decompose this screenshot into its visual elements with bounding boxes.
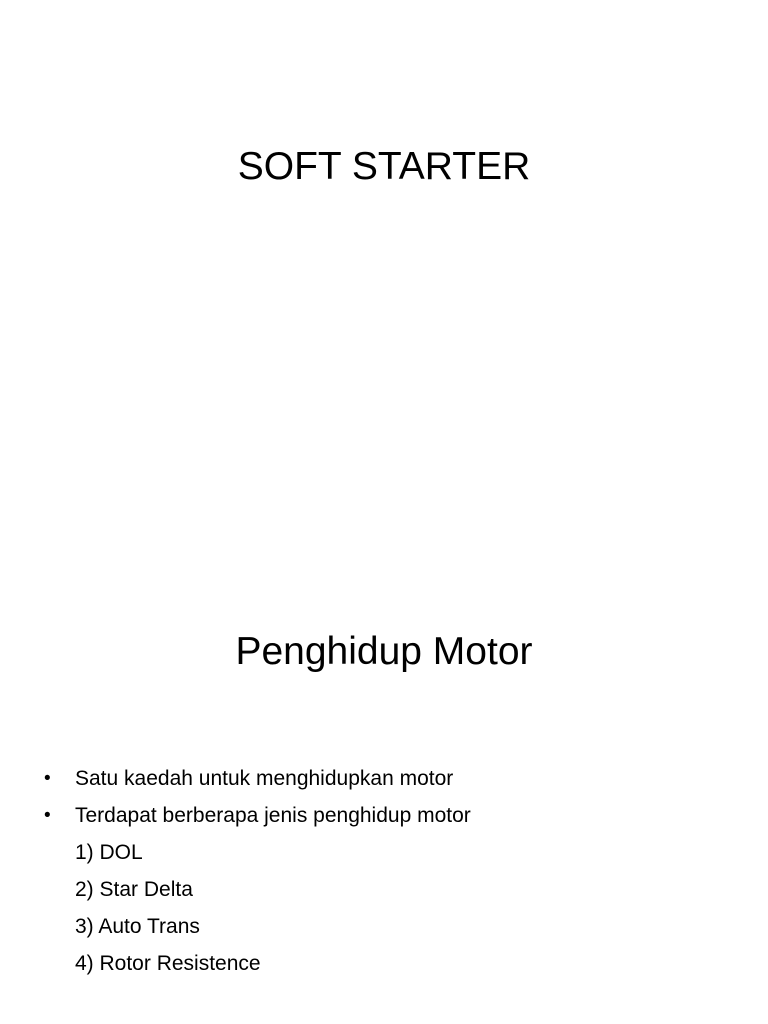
list-item: [44, 834, 744, 871]
list-item-text: 3) Auto Trans: [75, 915, 200, 938]
slide-2-title: Penghidup Motor: [235, 630, 533, 673]
slide-2: [0, 560, 768, 1024]
list-item-text: 4) Rotor Resistence: [75, 952, 261, 975]
slide-1: [0, 0, 768, 500]
bullet-item-text: Terdapat berberapa jenis penghidup motor: [75, 804, 471, 827]
bullet-item-text: Satu kaedah untuk menghidupkan motor: [75, 767, 454, 790]
slide-2-content: [44, 760, 744, 982]
list-item: [44, 945, 744, 982]
bullet-icon: •: [44, 768, 51, 789]
list-item: [44, 871, 744, 908]
list-item: [44, 908, 744, 945]
bullet-item: [44, 797, 744, 834]
bullet-item: [44, 760, 744, 797]
list-item-text: 1) DOL: [75, 841, 143, 864]
bullet-icon: •: [44, 805, 51, 826]
slide-1-title: SOFT STARTER: [237, 145, 531, 188]
list-item-text: 2) Star Delta: [75, 878, 193, 901]
